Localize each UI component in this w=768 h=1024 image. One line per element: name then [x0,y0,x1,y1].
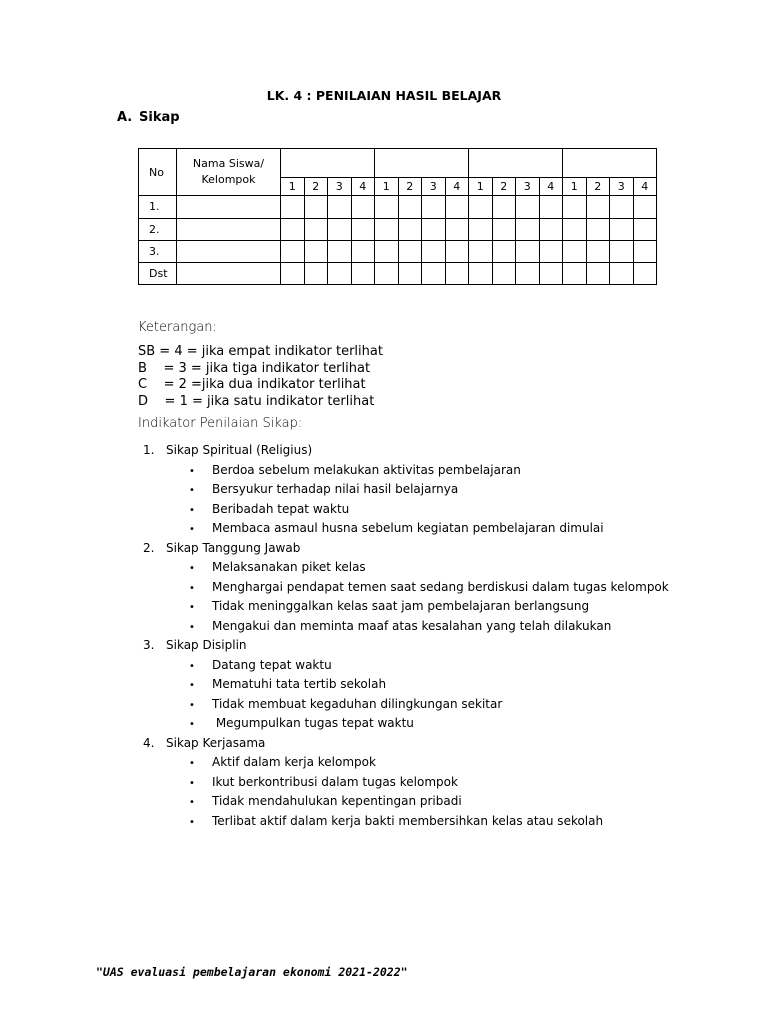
footer-text: "UAS evaluasi pembelajaran ekonomi 2021-2022" [96,965,408,979]
table-row [139,196,657,218]
indicator-group-heading [143,540,669,560]
list-item-text: Ikut berkontribusi dalam tugas kelompok [212,774,458,789]
score-cell [610,196,634,218]
score-definitions [138,344,383,410]
indicator-number: 2 [304,178,328,196]
bullet-icon: • [189,660,195,672]
score-cell [633,218,657,240]
score-cell [422,218,446,240]
definition-line: B = 3 = jika tiga indikator terlihat [138,360,371,376]
score-cell [610,240,634,262]
score-cell [539,196,563,218]
list-item [143,676,669,696]
indicator-number: 1 [375,178,399,196]
bullet-icon: • [189,504,195,516]
score-cell [469,262,493,284]
list-item-text: Aktif dalam kerja kelompok [212,755,376,769]
student-group-header [563,149,657,178]
indicator-number: 2 [586,178,610,196]
list-item-text: Bersyukur terhadap nilai hasil belajarnya [212,482,459,496]
table-row [139,240,657,262]
indicator-number: 4 [351,178,375,196]
score-cell [304,218,328,240]
list-item-text: Menghargai pendapat temen saat sedang berdiskusi dalam tugas kelompok [212,579,669,594]
score-cell [563,240,587,262]
assessment-table [138,148,657,285]
bullet-icon: • [189,719,195,730]
score-cell [281,196,305,218]
list-item [143,618,669,638]
score-cell [492,218,516,240]
score-cell [539,262,563,284]
list-item-text: Tidak mendahulukan kepentingan pribadi [212,794,462,808]
group-title: Sikap Spiritual (Religius) [166,443,313,457]
list-item-text: Terlibat aktif dalam kerja bakti membersihkan kelas atau sekolah [212,813,604,828]
score-cell [633,196,657,218]
score-cell [516,218,540,240]
score-cell [563,262,587,284]
group-title: Sikap Disiplin [166,638,247,652]
score-cell [445,218,469,240]
score-cell [422,262,446,284]
list-item [143,520,669,540]
list-item [143,559,669,579]
list-item-text: Beribadah tepat waktu [212,501,350,516]
group-title: Sikap Tanggung Jawab [166,540,301,555]
list-item [143,657,669,677]
score-cell [422,196,446,218]
row-number: Dst [139,262,177,284]
score-cell [539,218,563,240]
score-cell [610,218,634,240]
score-cell [281,218,305,240]
score-cell [304,262,328,284]
score-cell [328,218,352,240]
group-number: 2. [143,540,155,555]
indicator-number: 1 [563,178,587,196]
indicator-number: 2 [492,178,516,196]
indikator-label: Indikator Penilaian Sikap: [138,416,303,431]
score-cell [422,240,446,262]
indicator-number: 4 [633,178,657,196]
student-group-header [469,149,563,178]
score-cell [563,218,587,240]
group-number: 4. [143,735,155,750]
score-cell [516,196,540,218]
bullet-icon: • [189,777,195,789]
score-cell [586,218,610,240]
header-no: No [139,149,177,196]
list-item [143,793,669,813]
score-cell [516,262,540,284]
score-cell [398,262,422,284]
score-cell [492,196,516,218]
name-cell [177,218,281,240]
bullet-icon: • [189,524,195,535]
list-item [143,462,669,482]
score-cell [351,196,375,218]
score-cell [398,218,422,240]
list-item-text: Berdoa sebelum melakukan aktivitas pembelajaran [212,462,521,477]
bullet-icon: • [189,621,195,633]
score-cell [445,262,469,284]
score-cell [563,196,587,218]
row-number: 1. [139,196,177,218]
score-cell [586,240,610,262]
score-cell [375,240,399,262]
list-item-text: Mematuhi tata tertib sekolah [212,677,387,691]
list-item [143,501,669,521]
score-cell [375,262,399,284]
indicator-number: 2 [398,178,422,196]
list-item-text: Melaksanakan piket kelas [212,560,366,574]
group-number: 1. [143,443,155,457]
list-item-text: Mengakui dan meminta maaf atas kesalahan yang telah dilakukan [212,618,612,633]
list-item [143,579,669,599]
score-cell [328,240,352,262]
indicator-group-heading [143,637,669,657]
indicator-list [143,442,669,832]
list-item [143,774,669,794]
definition-line: C = 2 =jika dua indikator terlihat [138,377,366,392]
table-row [139,218,657,240]
indicator-number: 3 [328,178,352,196]
list-item [143,481,669,501]
score-cell [281,240,305,262]
bullet-icon: • [189,797,195,808]
bullet-icon: • [189,563,195,574]
list-item [143,754,669,774]
list-item-text: Tidak membuat kegaduhan dilingkungan sekitar [212,696,503,711]
score-cell [328,196,352,218]
section-label: Sikap [139,110,180,125]
score-cell [445,240,469,262]
table-row [139,262,657,284]
score-cell [304,196,328,218]
student-group-header [281,149,375,178]
indicator-number: 3 [422,178,446,196]
group-number: 3. [143,638,155,652]
list-item [143,696,669,716]
indicator-number: 1 [469,178,493,196]
list-item-text: Membaca asmaul husna sebelum kegiatan pembelajaran dimulai [212,521,604,535]
list-item-text: Tidak meninggalkan kelas saat jam pembelajaran berlangsung [212,599,590,613]
score-cell [492,262,516,284]
score-cell [586,196,610,218]
score-cell [398,240,422,262]
indicator-number: 3 [516,178,540,196]
indicator-number: 4 [445,178,469,196]
list-item-text: Datang tepat waktu [212,657,332,672]
score-cell [304,240,328,262]
list-item [143,813,669,833]
score-cell [375,196,399,218]
page-title: LK. 4 : PENILAIAN HASIL BELAJAR [266,88,502,103]
bullet-icon: • [189,680,195,691]
definition-line: SB = 4 = jika empat indikator terlihat [138,344,383,359]
section-letter: A. [117,110,133,125]
indicator-number: 1 [281,178,305,196]
score-cell [539,240,563,262]
score-cell [281,262,305,284]
row-number: 3. [139,240,177,262]
bullet-icon: • [189,485,195,496]
indicator-group-heading [143,442,669,462]
name-cell [177,240,281,262]
list-item-text: Megumpulkan tugas tepat waktu [212,716,414,730]
bullet-icon: • [189,699,195,711]
score-cell [469,218,493,240]
student-group-header [375,149,469,178]
group-title: Sikap Kerjasama [166,735,266,750]
list-item [143,598,669,618]
score-cell [586,262,610,284]
indicator-group-heading [143,735,669,755]
score-cell [351,262,375,284]
header-name: Nama Siswa/ Kelompok [177,149,281,196]
score-cell [328,262,352,284]
score-cell [469,196,493,218]
score-cell [375,218,399,240]
name-cell [177,262,281,284]
bullet-icon: • [189,582,195,594]
score-cell [398,196,422,218]
score-cell [351,218,375,240]
score-cell [351,240,375,262]
bullet-icon: • [189,758,195,769]
keterangan-label: Keterangan: [138,320,217,335]
score-cell [492,240,516,262]
score-cell [516,240,540,262]
list-item [143,715,669,735]
score-cell [445,196,469,218]
bullet-icon: • [189,465,195,477]
indicator-number: 3 [610,178,634,196]
bullet-icon: • [189,816,195,828]
name-cell [177,196,281,218]
score-cell [469,240,493,262]
bullet-icon: • [189,602,195,613]
score-cell [633,262,657,284]
row-number: 2. [139,218,177,240]
score-cell [610,262,634,284]
definition-line: D = 1 = jika satu indikator terlihat [138,393,375,409]
section-heading [117,110,180,125]
score-cell [633,240,657,262]
indicator-number: 4 [539,178,563,196]
